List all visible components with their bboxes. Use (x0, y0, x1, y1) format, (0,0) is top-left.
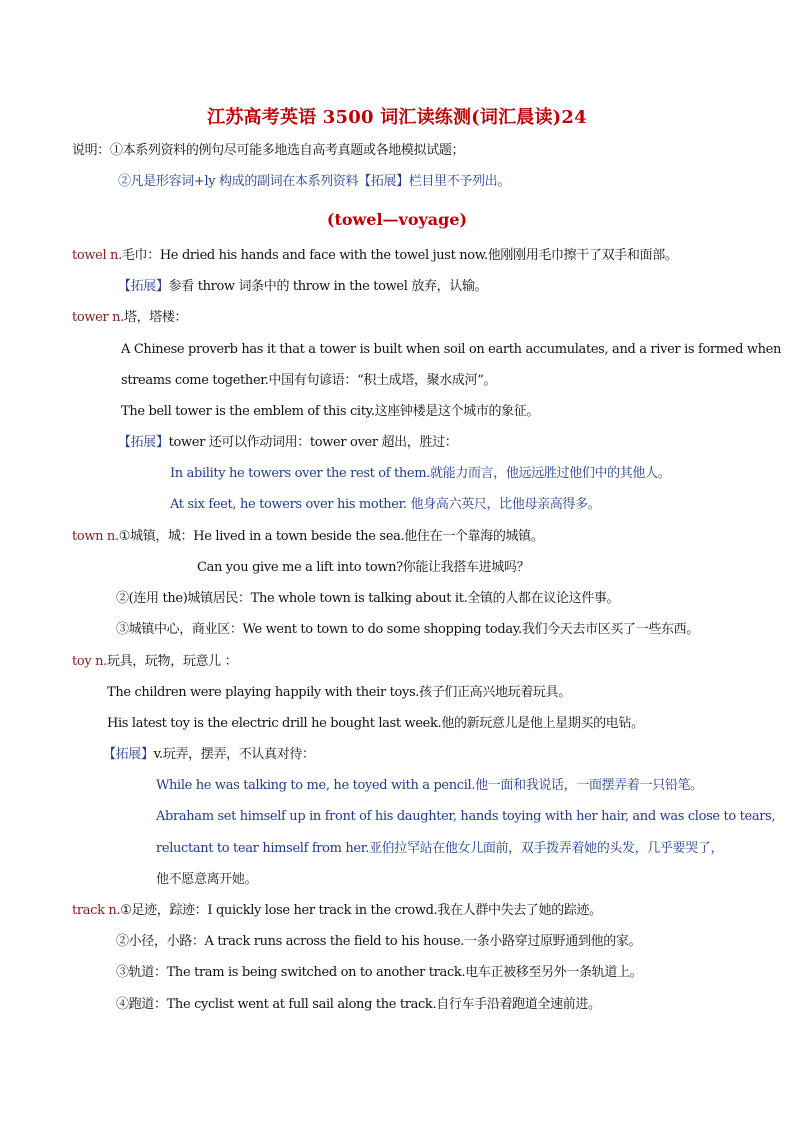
town-definition-1-example: Can you give me a lift into town?你能让我搭车进城吗？ (197, 560, 530, 575)
track-definition-2: ②小径，小路：A track runs across the field to his house.一条小路穿过原野通到他的家。 (116, 934, 642, 949)
toy-extension-example-1: While he was talking to me, he toyed with a pencil.他一面和我说话，一面摆弄着一只铅笔。 (156, 778, 703, 793)
toy-definition: 玩具，玩物，玩意儿 ： (106, 654, 238, 669)
tower-example-1a: A Chinese proverb has it that a tower is built when soil on earth accumulates, and a river is formed when (121, 342, 782, 357)
toy-extension (103, 747, 315, 763)
town-definition-3: ③城镇中心，商业区：We went to town to do some shopping today.我们今天去市区买了一些东西。 (116, 622, 699, 637)
extension-tag: 【拓展】 (118, 279, 169, 294)
tower-example-1b: streams come together.中国有句谚语：“积土成塔，聚水成河”。 (121, 373, 497, 388)
tower-extension (118, 435, 457, 451)
headword-tower: tower n. (72, 310, 124, 325)
toy-example-2: His latest toy is the electric drill he bought last week.他的新玩意儿是他上星期买的电钻。 (107, 716, 644, 731)
note-line-2: ②凡是形容词+ly 构成的副词在本系列资料【拓展】栏目里不予列出。 (118, 174, 510, 189)
towel-definition: 毛巾：He dried his hands and face with the towel just now.他刚刚用毛巾擦干了双手和面部。 (121, 248, 678, 263)
toy-example-1: The children were playing happily with their toys.孩子们正高兴地玩着玩具。 (107, 685, 571, 700)
entry-town (72, 529, 543, 545)
towel-extension (118, 279, 487, 295)
note-line-1: 说明：①本系列资料的例句尽可能多地选自高考真题或各地模拟试题； (72, 143, 465, 158)
tower-example-2: The bell tower is the emblem of this city.这座钟楼是这个城市的象征。 (121, 404, 540, 419)
town-definition-1: ①城镇，城：He lived in a town beside the sea.他住在一个靠海的城镇。 (118, 529, 544, 544)
toy-extension-example-2a: Abraham set himself up in front of his daughter, hands toying with her hair, and was close to tears, (156, 809, 776, 824)
entry-towel (72, 248, 678, 264)
headword-toy: toy n. (72, 654, 107, 669)
extension-tag: 【拓展】 (118, 435, 169, 450)
toy-extension-text: v.玩弄，摆弄，不认真对待： (153, 747, 315, 762)
entry-toy (72, 654, 237, 670)
page-title: 江苏高考英语 3500 词汇读练测(词汇晨读)24 (207, 107, 587, 128)
toy-extension-example-2b: reluctant to tear himself from her.亚伯拉罕站在他女儿面前，双手拨弄着她的头发，几乎要哭了， (156, 841, 724, 856)
town-definition-2: ②(连用 the)城镇居民：The whole town is talking about it.全镇的人都在议论这件事。 (116, 591, 620, 606)
tower-extension-example-1: In ability he towers over the rest of them.就能力而言，他远远胜过他们中的其他人。 (170, 466, 671, 481)
track-definition-1: ①足迹，踪迹：I quickly lose her track in the crowd.我在人群中失去了她的踪迹。 (120, 903, 602, 918)
entry-tower (72, 310, 187, 326)
towel-extension-text: 参看 throw 词条中的 throw in the towel 放弃，认输。 (168, 279, 488, 294)
tower-extension-text: tower 还可以作动词用：tower over 超出，胜过： (168, 435, 458, 450)
headword-towel: towel n. (72, 248, 122, 263)
section-range-title: (towel—voyage) (326, 210, 468, 229)
track-definition-3: ③轨道：The tram is being switched on to another track.电车正被移至另外一条轨道上。 (116, 965, 643, 980)
headword-track: track n. (72, 903, 121, 918)
tower-definition: 塔，塔楼： (123, 310, 188, 325)
headword-town: town n. (72, 529, 119, 544)
extension-tag: 【拓展】 (103, 747, 154, 762)
tower-extension-example-2: At six feet, he towers over his mother. 他身高六英尺，比他母亲高得多。 (170, 497, 601, 512)
track-definition-4: ④跑道：The cyclist went at full sail along the track.自行车手沿着跑道全速前进。 (116, 997, 601, 1012)
toy-extension-example-2c: 他不愿意离开她。 (156, 872, 258, 887)
entry-track (72, 903, 602, 919)
